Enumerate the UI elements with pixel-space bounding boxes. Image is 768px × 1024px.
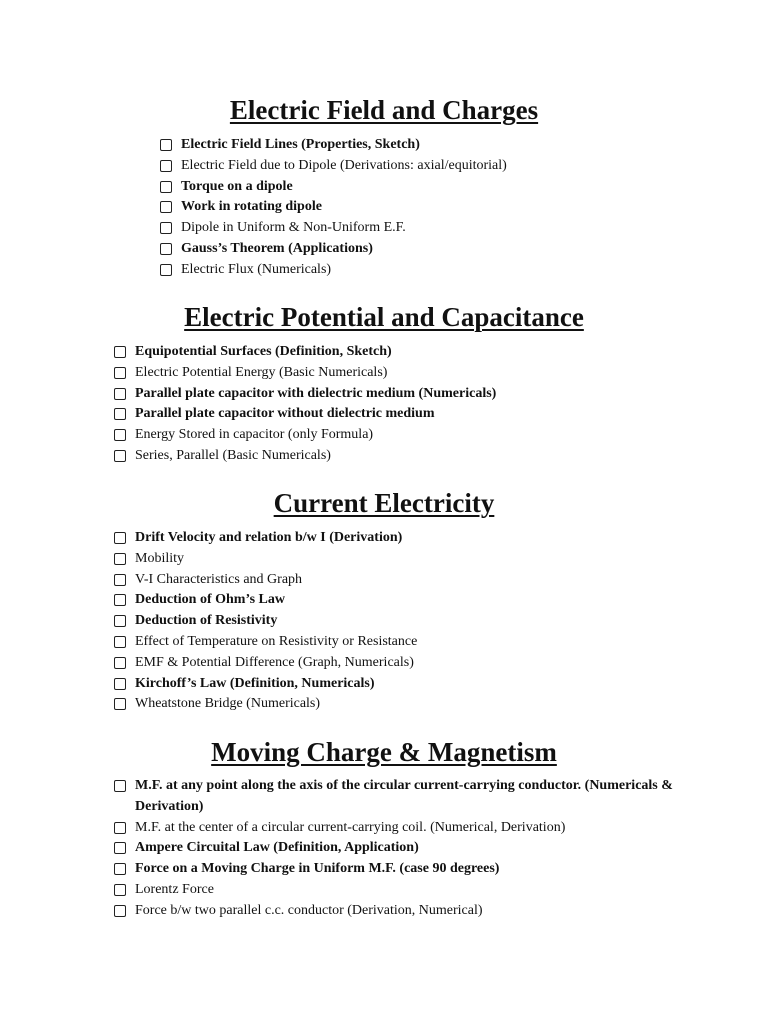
list-item: Electric Flux (Numericals) [160, 260, 720, 281]
list-item: Effect of Temperature on Resistivity or Resistance [114, 632, 714, 653]
list-item: Drift Velocity and relation b/w I (Derivation) [114, 528, 714, 549]
list-item: Force b/w two parallel c.c. conductor (Derivation, Numerical) [114, 901, 674, 922]
checkbox[interactable] [114, 615, 126, 627]
checkbox[interactable] [114, 842, 126, 854]
list-item: Work in rotating dipole [160, 197, 720, 218]
list-item: Parallel plate capacitor without dielectric medium [114, 404, 714, 425]
checkbox[interactable] [114, 863, 126, 875]
list-item: V-I Characteristics and Graph [114, 570, 714, 591]
checkbox[interactable] [114, 388, 126, 400]
checkbox[interactable] [160, 222, 172, 234]
checkbox[interactable] [114, 574, 126, 586]
checkbox[interactable] [114, 780, 126, 792]
list-item: Electric Field Lines (Properties, Sketch) [160, 135, 720, 156]
checkbox[interactable] [114, 532, 126, 544]
checkbox[interactable] [160, 160, 172, 172]
checkbox[interactable] [114, 594, 126, 606]
checklist-moving-charge [114, 776, 674, 922]
checkbox[interactable] [114, 884, 126, 896]
checkbox[interactable] [160, 181, 172, 193]
list-item: Deduction of Ohm’s Law [114, 590, 714, 611]
checklist-current-electricity [114, 528, 714, 715]
list-item: Deduction of Resistivity [114, 611, 714, 632]
checkbox[interactable] [114, 657, 126, 669]
checkbox[interactable] [114, 822, 126, 834]
list-item: Energy Stored in capacitor (only Formula) [114, 425, 714, 446]
section-title-electric-field: Electric Field and Charges [229, 95, 539, 125]
checkbox[interactable] [114, 367, 126, 379]
checkbox[interactable] [114, 636, 126, 648]
list-item: Kirchoff’s Law (Definition, Numericals) [114, 674, 714, 695]
checklist-electric-field [160, 135, 720, 281]
checkbox[interactable] [114, 905, 126, 917]
list-item: Force on a Moving Charge in Uniform M.F. (case 90 degrees) [114, 859, 674, 880]
section-title-moving-charge: Moving Charge & Magnetism [211, 737, 557, 767]
list-item: Parallel plate capacitor with dielectric medium (Numericals) [114, 384, 714, 405]
list-item: Dipole in Uniform & Non-Uniform E.F. [160, 218, 720, 239]
list-item: Gauss’s Theorem (Applications) [160, 239, 720, 260]
checkbox[interactable] [160, 243, 172, 255]
list-item: Equipotential Surfaces (Definition, Sketch) [114, 342, 714, 363]
list-item: Electric Field due to Dipole (Derivations: axial/equitorial) [160, 156, 720, 177]
list-item: Electric Potential Energy (Basic Numericals) [114, 363, 714, 384]
checkbox[interactable] [114, 698, 126, 710]
section-title-current-electricity: Current Electricity [273, 488, 495, 518]
checkbox[interactable] [114, 408, 126, 420]
list-item: M.F. at any point along the axis of the circular current-carrying conductor. (Numericals & Derivation) [114, 776, 674, 818]
checkbox[interactable] [114, 429, 126, 441]
section-title-electric-potential: Electric Potential and Capacitance [184, 302, 584, 332]
list-item: Mobility [114, 549, 714, 570]
list-item: EMF & Potential Difference (Graph, Numericals) [114, 653, 714, 674]
checkbox[interactable] [160, 201, 172, 213]
list-item: Series, Parallel (Basic Numericals) [114, 446, 714, 467]
list-item: Lorentz Force [114, 880, 674, 901]
checkbox[interactable] [114, 450, 126, 462]
checkbox[interactable] [114, 678, 126, 690]
checkbox[interactable] [114, 346, 126, 358]
list-item: Wheatstone Bridge (Numericals) [114, 694, 714, 715]
list-item: M.F. at the center of a circular current-carrying coil. (Numerical, Derivation) [114, 818, 674, 839]
list-item: Torque on a dipole [160, 177, 720, 198]
checkbox[interactable] [114, 553, 126, 565]
checkbox[interactable] [160, 139, 172, 151]
checkbox[interactable] [160, 264, 172, 276]
checklist-electric-potential [114, 342, 714, 467]
list-item: Ampere Circuital Law (Definition, Application) [114, 838, 674, 859]
